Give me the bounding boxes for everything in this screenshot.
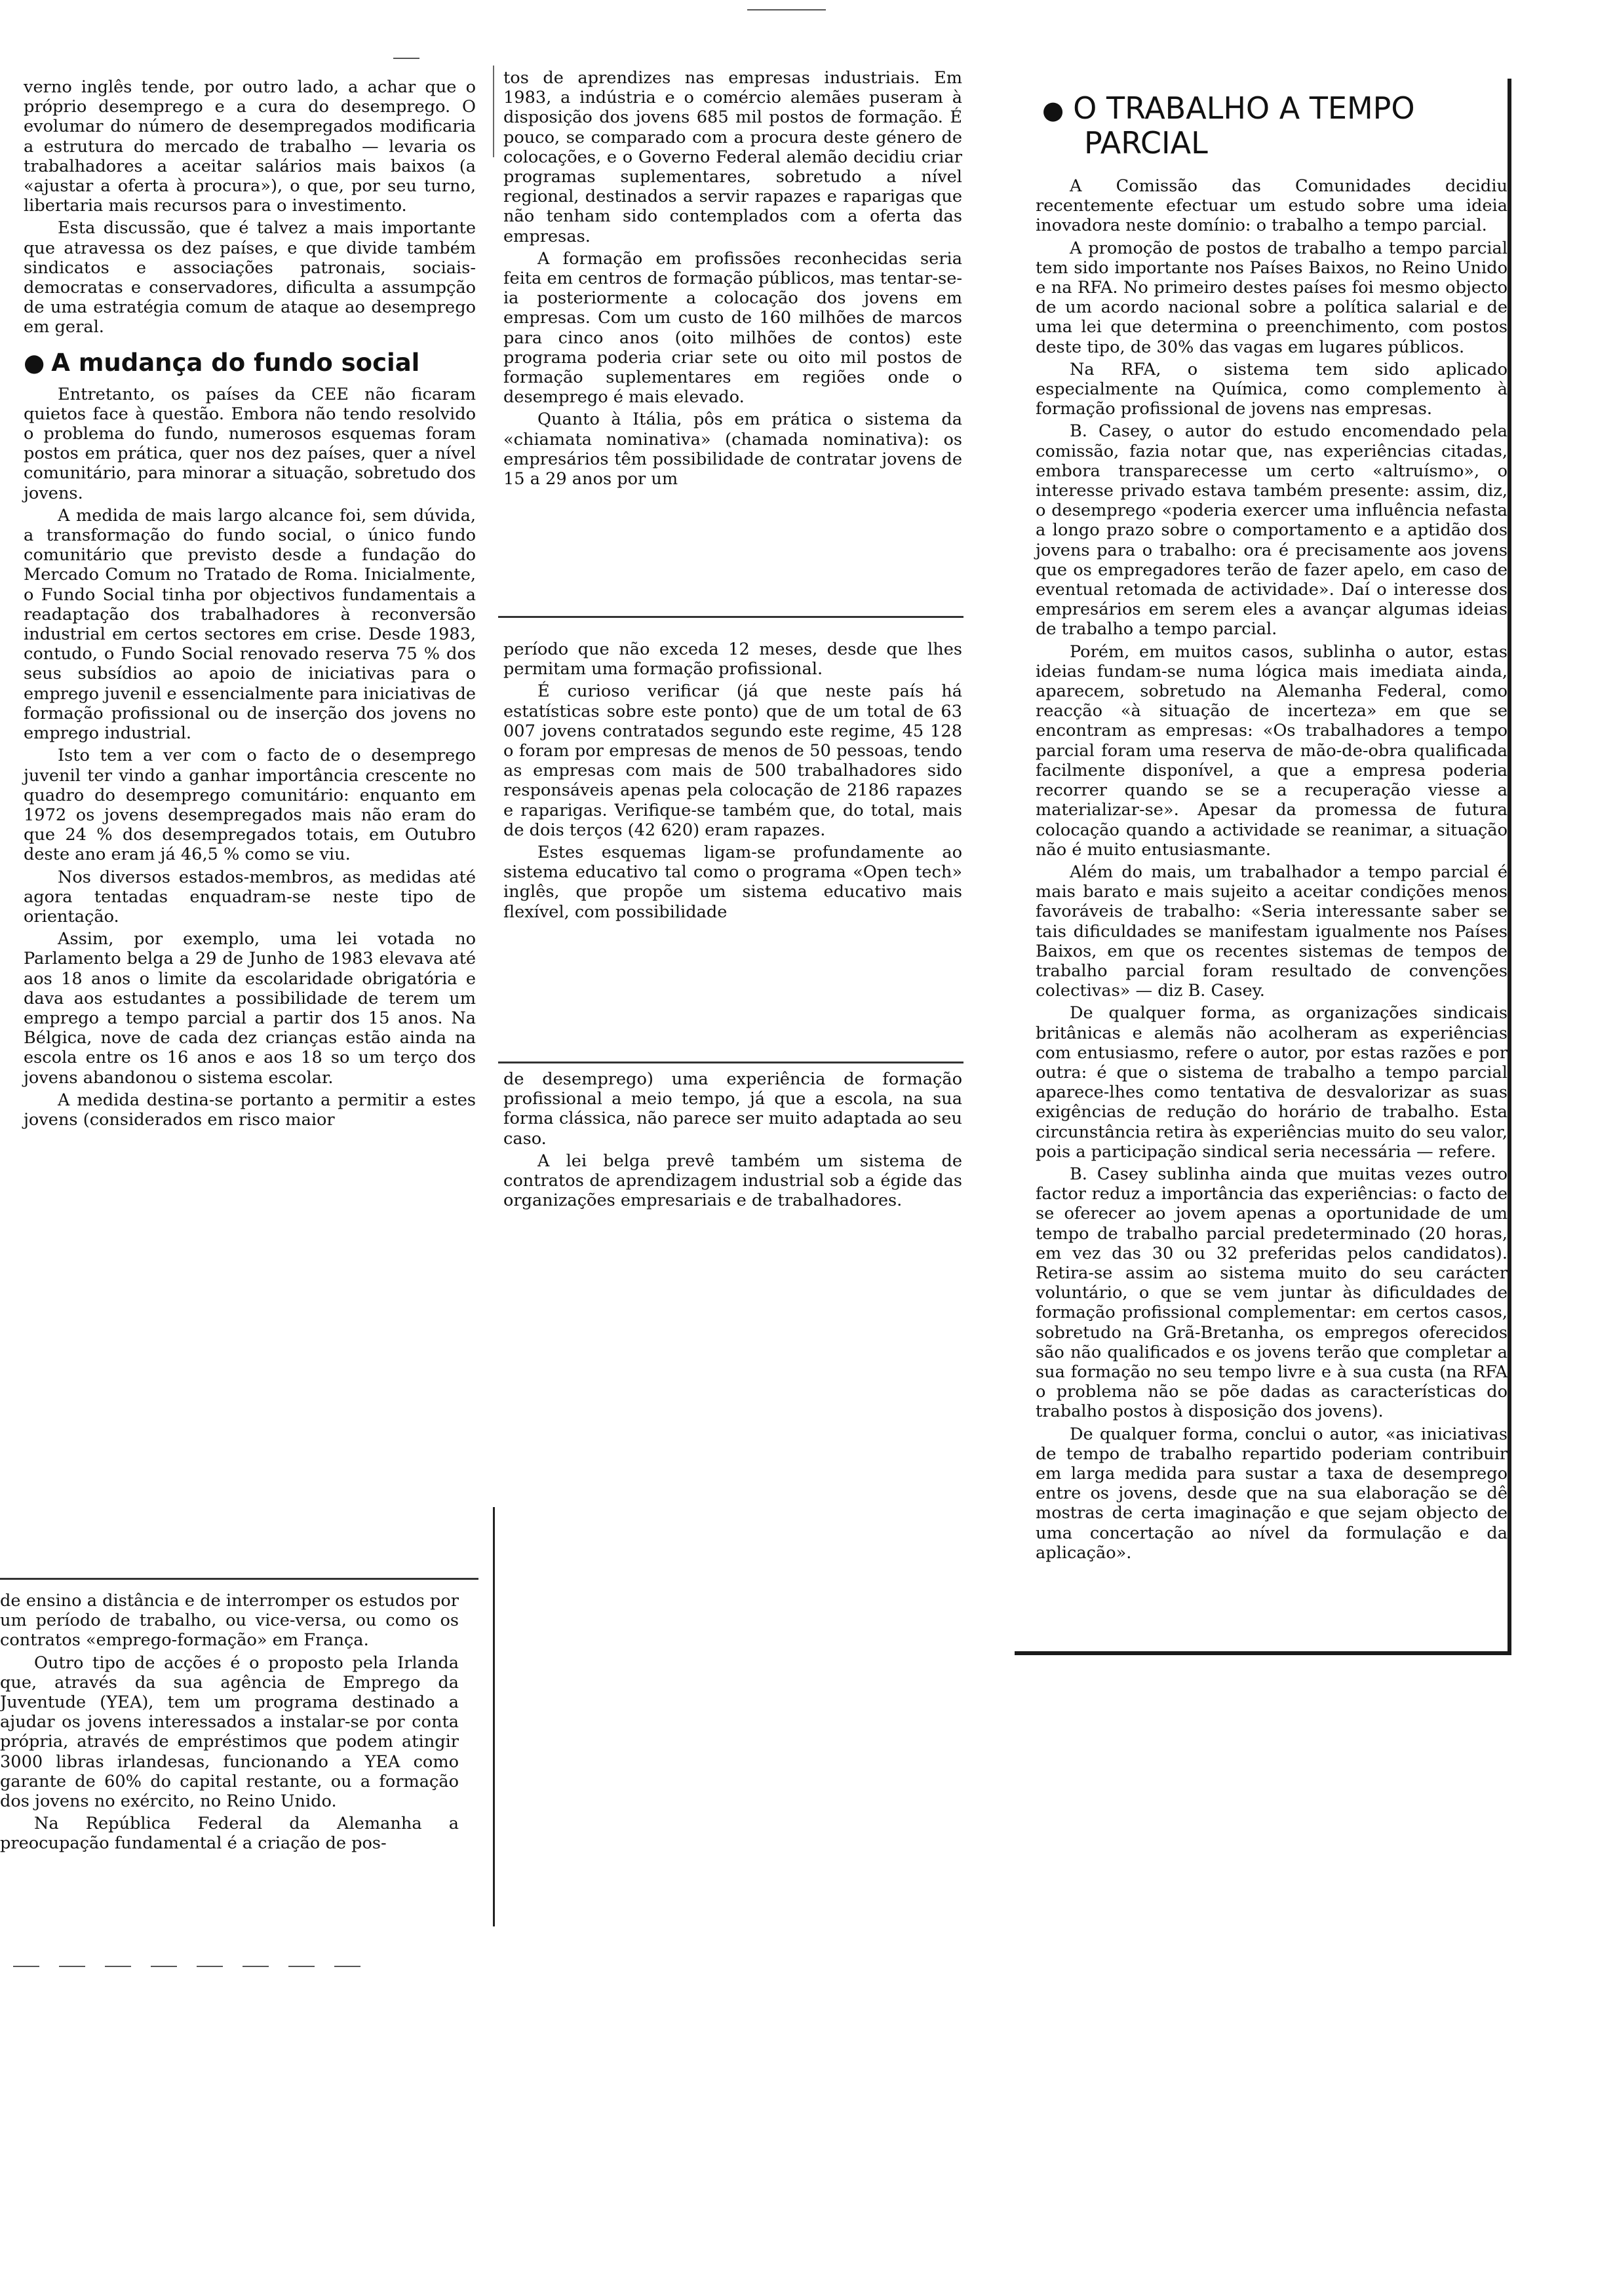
col3-paragraph: B. Casey, o autor do estudo encomendado pela comissão, fazia notar que, nas experiências citadas, embora transparecesse um certo «altruísmo», o interesse privado estava também presente: assim, diz, o desemprego «poderia exercer uma influência nefasta a longo prazo sobre o comportamento e a aptidão dos jovens para o trabalho: ora é precisamente aos jovens que os empregadores terão de fazer apelo, em caso de eventual retomada de actividade». Daí o interesse dos empresários em serem eles a avançar algumas ideias de trabalho a tempo parcial. — [1036, 421, 1508, 640]
col2-paragraph: A formação em profissões reconhecidas seria feita em centros de formação públicos, mas tentar-se-ia posteriormente a colocação dos jovens em empresas. Com um custo de 160 milhões de marcos para cinco anos (oito milhões de contos) este programa poderia criar sete ou oito mil postos de formação suplementares em regiões onde o desemprego é mais elevado. — [503, 248, 962, 408]
column-2-divider-a — [498, 616, 963, 618]
col1-paragraph: Assim, por exemplo, uma lei votada no Parlamento belga a 29 de Junho de 1983 elevava até aos 18 anos o limite da escolaridade obrigatória e dava aos estudantes a possibilidade de terem um emprego a tempo parcial a partir dos 15 anos. Na Bélgica, nove de cada dez crianças estão ainda na escola entre os 16 anos e aos 18 so um terço dos jovens abandonou o sistema escolar. — [24, 929, 476, 1088]
bottom-dashes — [13, 1966, 380, 1967]
top-scan-mark — [747, 9, 826, 10]
column-separator — [493, 1507, 495, 1926]
top-left-mark — [393, 58, 419, 59]
col2-paragraph: de desemprego) uma experiência de formação profissional a meio tempo, já que a escola, na sua forma clássica, não parece ser muito adaptada ao seu caso. — [503, 1069, 962, 1149]
column-1-divider — [0, 1578, 478, 1580]
col1-paragraph: verno inglês tende, por outro lado, a achar que o próprio desemprego e a cura do desemprego. O evolumar do número de desempregados modificaria a estrutura do mercado de trabalho — levaria os trabalhadores a aceitar salários mais baixos (a «ajustar a oferta à procura»), o que, por seu turno, libertaria mais recursos para o investimento. — [24, 77, 476, 216]
col1-paragraph: Entretanto, os países da CEE não ficaram quietos face à questão. Embora não tendo resolvido o problema do fundo, numerosos esquemas foram postos em prática, quer nos dez países, quer a nível comunitário, para minorar a situação, sobretudo dos jovens. — [24, 384, 476, 503]
article-title-line-2: PARCIAL — [1084, 125, 1208, 161]
col1-paragraph: Esta discussão, que é talvez a mais importante que atravessa os dez países, e que divide também sindicatos e associações patronais, sociais-democratas e conservadores, dificulta a assumpção de uma estratégia comum de ataque ao desemprego em geral. — [24, 218, 476, 337]
col3-paragraph: Além do mais, um trabalhador a tempo parcial é mais barato e mais sujeito a aceitar condições menos favoráveis de trabalho: «Seria interessante saber se tais dificuldades se manifestam igualmente nos Países Baixos, em que os recentes sistemas de tempos de trabalho parcial foram resultado de convenções colectivas» — diz B. Casey. — [1036, 862, 1508, 1001]
section-heading-fundo-social — [24, 349, 476, 377]
col3-paragraph: Na RFA, o sistema tem sido aplicado especialmente na Química, como complemento à formação profissional de jovens nas empresas. — [1036, 359, 1508, 419]
col1-paragraph: A medida destina-se portanto a permitir a estes jovens (considerados em risco maior — [24, 1090, 476, 1130]
col2-paragraph: É curioso verificar (já que neste país há estatísticas sobre este ponto) que de um total de 63 007 jovens contratados segundo este regime, 45 128 o foram por empresas de menos de 50 pessoas, tendo as empresas com mais de 500 trabalhadores sido responsáveis apenas pela colocação de 2186 rapazes e raparigas. Verifique-se também que, do total, mais de dois terços (42 620) eram rapazes. — [503, 681, 962, 840]
bullet-icon: ● — [24, 348, 45, 377]
col3-paragraph: De qualquer forma, as organizações sindicais britânicas e alemãs não acolheram as experiências com entusiasmo, refere o autor, por estas razões e por outra: é que o sistema de trabalho a tempo parcial aparece-lhes como tentativa de desvalorizar as suas exigências de redução do horário de trabalho. Esta circunstância retira às experiências muito do seu valor, pois a participação sindical seria necessária — refere. — [1036, 1003, 1508, 1162]
col2-paragraph: A lei belga prevê também um sistema de contratos de aprendizagem industrial sob a égide das organizações empresariais e de trabalhadores. — [503, 1151, 962, 1211]
col3-paragraph: De qualquer forma, conclui o autor, «as iniciativas de tempo de trabalho repartido poderiam contribuir em larga medida para sustar a taxa de desemprego entre os jovens, desde que na sua elaboração se dê mostras de certa imaginação e que sejam objecto de uma concertação ao nível da formulação e da aplicação». — [1036, 1424, 1508, 1563]
column-1-lower — [0, 1591, 459, 1854]
col3-paragraph: A Comissão das Comunidades decidiu recentemente efectuar um estudo sobre uma ideia inovadora neste domínio: o trabalho a tempo parcial. — [1036, 176, 1508, 236]
col2-paragraph: Quanto à Itália, pôs em prática o sistema da «chiamata nominativa» (chamada nominativa): os empresários têm possibilidade de contratar jovens de 15 a 29 anos por um — [503, 410, 962, 489]
col1-lower-paragraph: de ensino a distância e de interromper os estudos por um período de trabalho, ou vice-versa, ou como os contratos «emprego-formação» em França. — [0, 1591, 459, 1651]
column-1-upper — [24, 77, 476, 1130]
col2-paragraph: Estes esquemas ligam-se profundamente ao sistema educativo tal como o programa «Open tech» inglês, que propõe um sistema educativo mais flexível, com possibilidade — [503, 843, 962, 922]
col2-paragraph: tos de aprendizes nas empresas industriais. Em 1983, a indústria e o comércio alemães puseram à disposição dos jovens 685 mil postos de formação. É pouco, se comparado com a procura deste género de colocações, e o Governo Federal alemão decidiu criar programas suplementares, sobretudo a nível regional, destinados a servir rapazes e raparigas que não tenham sido contemplados com a oferta das empresas. — [503, 68, 962, 246]
column-3 — [1036, 92, 1508, 1563]
column-separator-top — [493, 66, 494, 157]
col1-paragraph: Nos diversos estados-membros, as medidas até agora tentadas enquadram-se neste tipo de orientação. — [24, 867, 476, 927]
col1-paragraph: A medida de mais largo alcance foi, sem dúvida, a transformação do fundo social, o único fundo comunitário que previsto desde a fundação do Mercado Comum no Tratado de Roma. Inicialmente, o Fundo Social tinha por objectivos fundamentais a readaptação dos trabalhadores à reconversão industrial em certos sectores em crise. Desde 1983, contudo, o Fundo Social renovado reserva 75 % dos seus subsídios ao apoio de iniciativas para o emprego juvenil e essencialmente para iniciativas de formação profissional ou de inserção dos jovens no emprego industrial. — [24, 505, 476, 744]
col3-paragraph: Porém, em muitos casos, sublinha o autor, estas ideias fundam-se numa lógica mais imediata ainda, aparecem, sobretudo na Alemanha Federal, como reacção «à situação de incerteza» em que se encontram as empresas: «Os trabalhadores a tempo parcial foram uma reserva de mão-de-obra qualificada facilmente disponível, a que a empresa poderia recorrer quando se se a recuperação viesse a materializar-se». Apesar da promessa de futura colocação quando a actividade se reanimar, a situação não é muito entusiasmante. — [1036, 641, 1508, 860]
bullet-icon: ● — [1042, 96, 1064, 124]
col3-paragraph: A promoção de postos de trabalho a tempo parcial tem sido importante nos Países Baixos, no Reino Unido e na RFA. No primeiro destes países foi mesmo objecto de um acordo nacional sobre a política salarial e de uma lei que determina o preenchimento, com postos deste tipo, de 30% das vagas em lugares públicos. — [1036, 238, 1508, 357]
column-2-block-b — [503, 640, 962, 922]
col1-paragraph: Isto tem a ver com o facto de o desemprego juvenil ter vindo a ganhar importância crescente no quadro do desemprego comunitário: enquanto em 1972 os jovens desempregados mais não eram do que 24 % dos desempregados totais, em Outubro deste ano eram já 46,5 % como se viu. — [24, 746, 476, 865]
col1-lower-paragraph: Outro tipo de acções é o proposto pela Irlanda que, através da sua agência de Emprego da Juventude (YEA), tem um programa destinado a ajudar os jovens interessados a instalar-se por conta própria, através de empréstimos que podem atingir 3000 libras irlandesas, funcionando a YEA como garante de 60% do capital restante, ou a formação dos jovens no exército, no Reino Unido. — [0, 1653, 459, 1812]
col2-paragraph: período que não exceda 12 meses, desde que lhes permitam uma formação profissional. — [503, 640, 962, 679]
col1-lower-paragraph: Na República Federal da Alemanha a preocupação fundamental é a criação de pos- — [0, 1814, 459, 1854]
column-2-divider-b — [498, 1062, 963, 1063]
column-2-block-a — [503, 68, 962, 489]
column-2-block-c — [503, 1069, 962, 1210]
col3-paragraph: B. Casey sublinha ainda que muitas vezes outro factor reduz a importância das experiências: o facto de se oferecer ao jovem apenas a oportunidade de um tempo de trabalho parcial predeterminado (20 horas, em vez das 30 ou 32 preferidas pelos candidatos). Retira-se assim ao sistema muito do seu carácter voluntário, o que se vem juntar às dificuldades de formação profissional complementar: em certos casos, sobretudo na Grã-Bretanha, os empregos oferecidos são não qualificados e os jovens terão que completar a sua formação no seu tempo livre e à sua custa (na RFA o problema não se põe dadas as características do trabalho postos à disposição dos jovens). — [1036, 1164, 1508, 1422]
article-title-line-1: O TRABALHO A TEMPO — [1073, 90, 1415, 126]
article-title — [1042, 92, 1508, 159]
section-heading-text: A mudança do fundo social — [51, 348, 420, 377]
